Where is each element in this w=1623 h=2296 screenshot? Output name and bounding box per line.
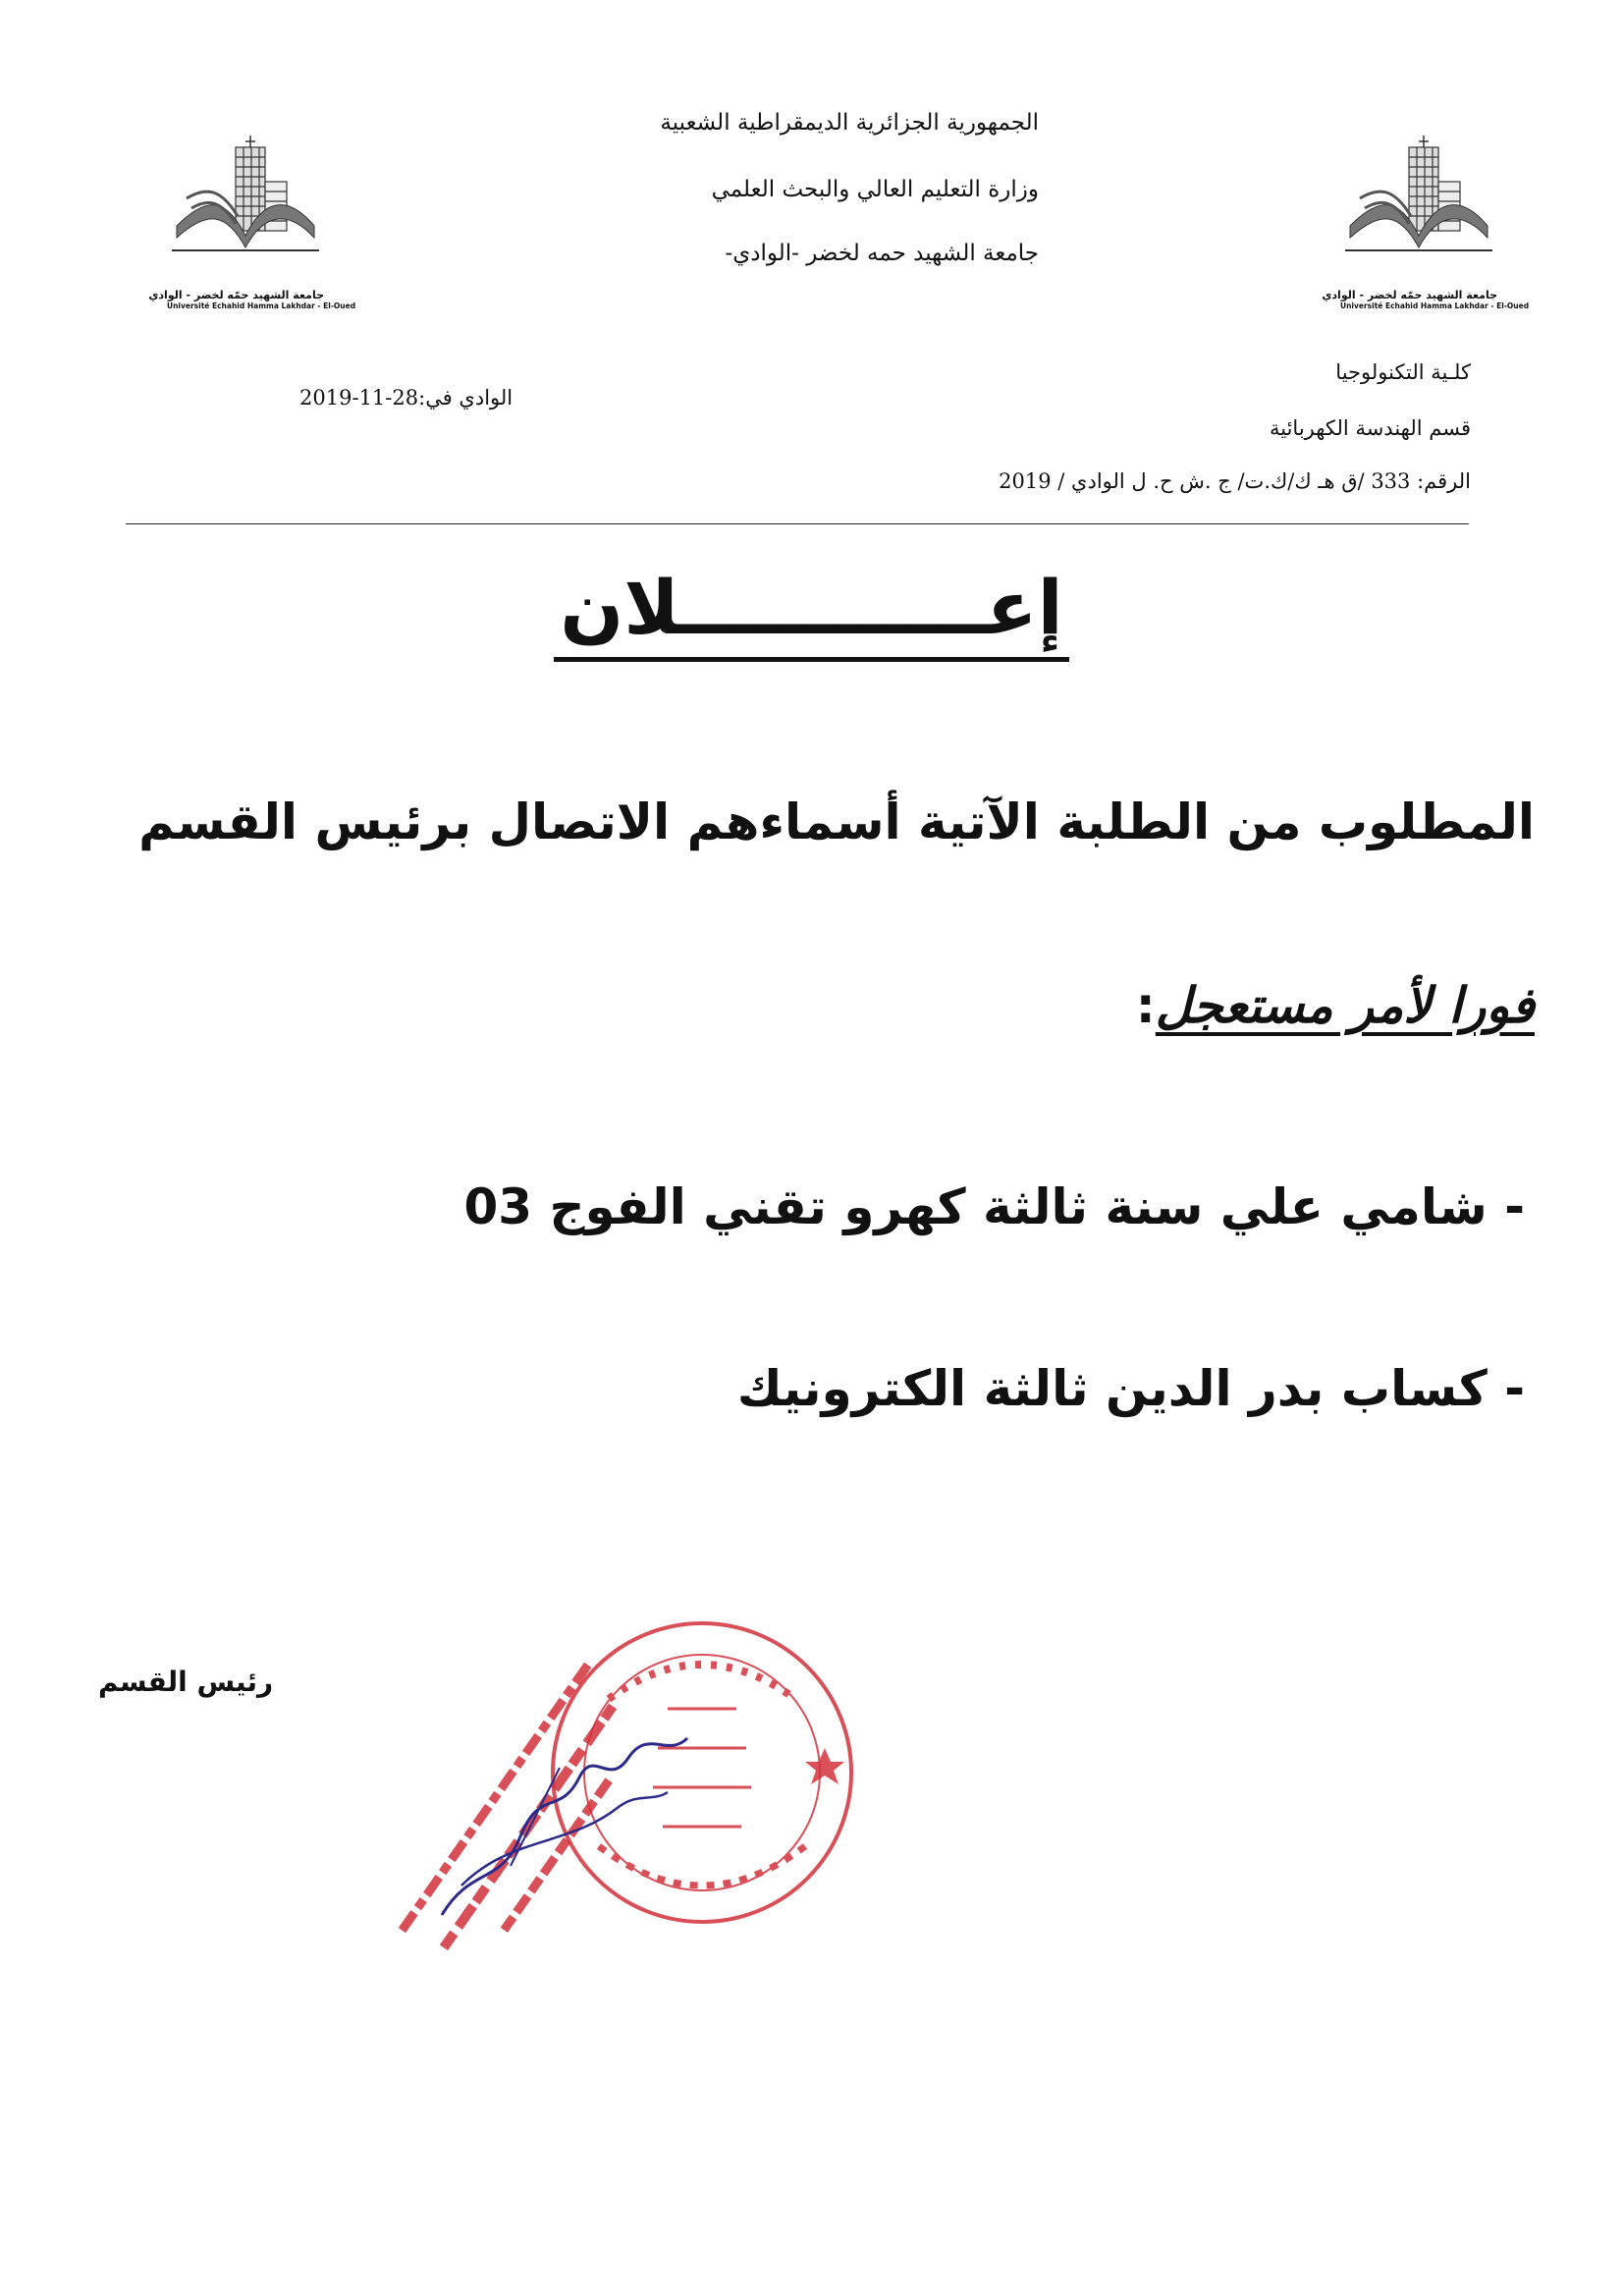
university-logo-right (1322, 128, 1530, 310)
header-ministry: وزارة التعليم العالي والبحث العلمي (711, 177, 1039, 202)
urgent-colon: : (1135, 977, 1156, 1034)
urgent-line (1136, 977, 1535, 1034)
official-stamp-and-signature (314, 1591, 874, 2003)
logo-caption-french: Université Echahid Hamma Lakhdar - El-Oued (1340, 301, 1530, 310)
announcement-title (0, 564, 1623, 651)
stamp-seal-icon (314, 1591, 874, 2003)
reference-number: الرقم: 333 /ق هـ ك/ك.ت/ ج .ش ح. ل الوادي / 2019 (999, 469, 1471, 493)
document-date: الوادي في:28-11-2019 (299, 386, 514, 410)
body-request-line: المطلوب من الطلبة الآتية أسماءهم الاتصال برئيس القسم (138, 793, 1535, 850)
urgent-text: فورا لأمر مستعجل (1155, 977, 1535, 1034)
student-item-2: - كساب بدر الدين ثالثة الكترونيك (736, 1360, 1525, 1417)
header-university: جامعة الشهيد حمه لخضر -الوادي- (725, 241, 1039, 266)
university-building-icon (1340, 128, 1497, 285)
university-logo-left (148, 128, 356, 310)
signatory-title: رئيس القسم (98, 1666, 274, 1698)
logo-caption-arabic: جامعة الشهيد حمّه لخضر - الوادي (148, 289, 324, 301)
student-item-1: - شامي علي سنة ثالثة كهرو تقني الفوج 03 (463, 1178, 1525, 1235)
faculty-name: كلـية التكنولوجيا (1335, 360, 1471, 384)
header-divider (126, 523, 1469, 524)
logo-caption-french: Université Echahid Hamma Lakhdar - El-Oued (167, 301, 356, 310)
university-building-icon (167, 128, 324, 285)
header-republic: الجمهورية الجزائرية الديمقراطية الشعبية (660, 110, 1039, 136)
department-name: قسم الهندسة الكهربائية (1269, 416, 1471, 440)
announcement-title-text: إعــــــــــــلان (554, 564, 1068, 662)
logo-caption-arabic: جامعة الشهيد حمّه لخضر - الوادي (1322, 289, 1497, 301)
